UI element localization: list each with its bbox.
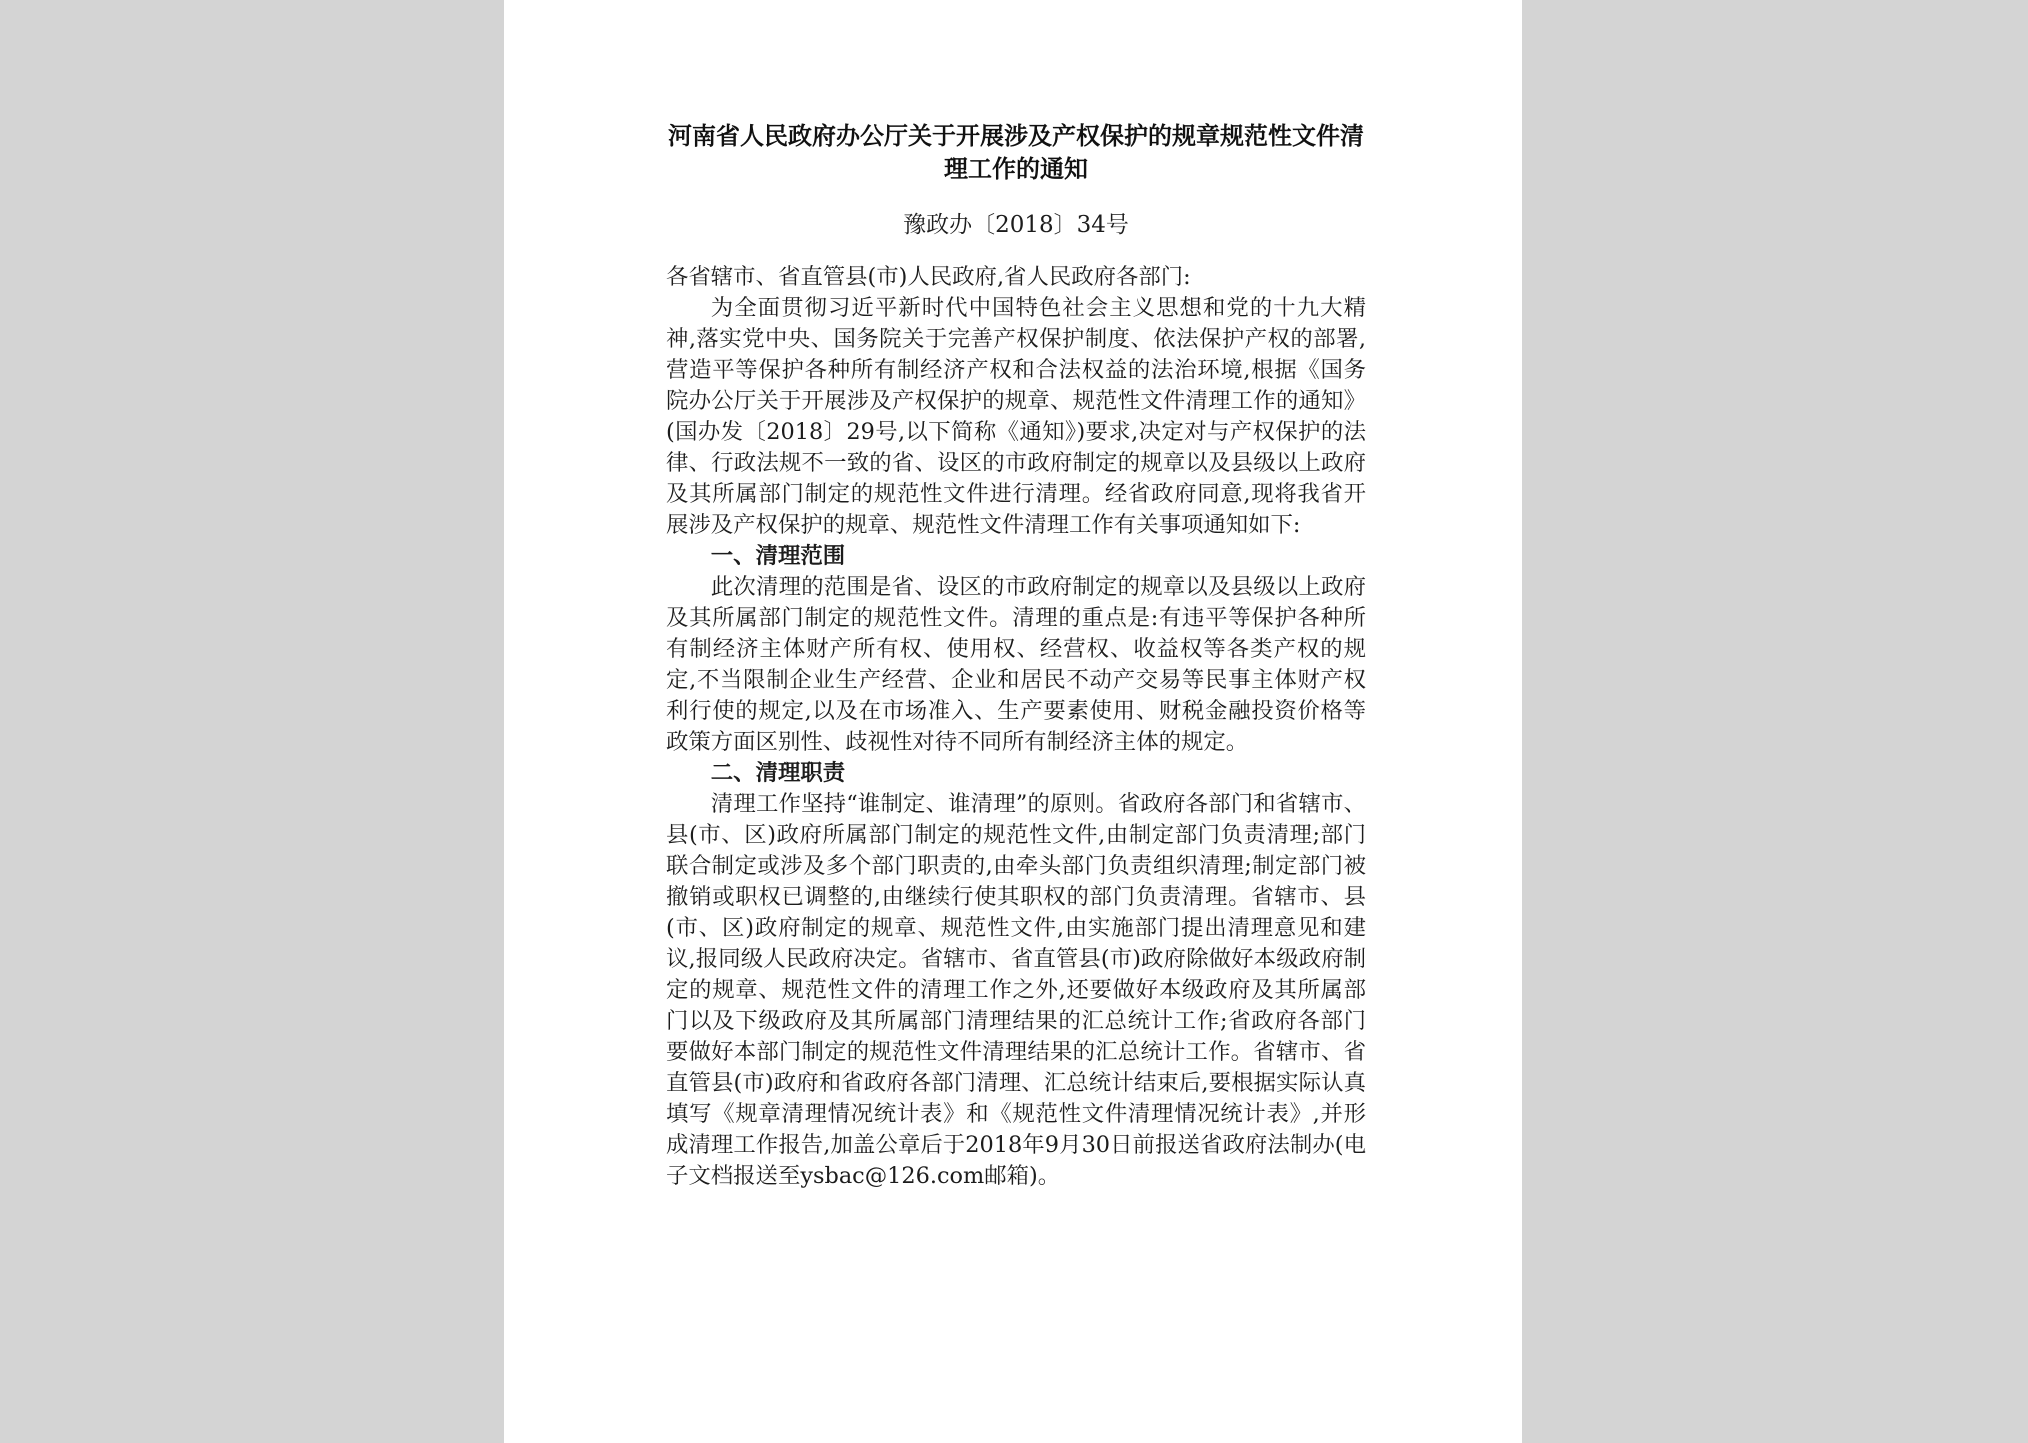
section-body-responsibilities: 清理工作坚持“谁制定、谁清理”的原则。省政府各部门和省辖市、县(市、区)政府所属部门制定的规范性文件,由制定部门负责清理;部门联合制定或涉及多个部门职责的,由牵头部门负责组织清理;制定部门被撤销或职权已调整的,由继续行使其职权的部门负责清理。省辖市、县(市、区)政府制定的规章、规范性文件,由实施部门提出清理意见和建议,报同级人民政府决定。省辖市、省直管县(市)政府除做好本级政府制定的规章、规范性文件的清理工作之外,还要做好本级政府及其所属部门以及下级政府及其所属部门清理结果的汇总统计工作;省政府各部门要做好本部门制定的规范性文件清理结果的汇总统计工作。省辖市、省直管县(市)政府和省政府各部门清理、汇总统计结束后,要根据实际认真填写《规章清理情况统计表》和《规范性文件清理情况统计表》,并形成清理工作报告,加盖公章后于2018年9月30日前报送省政府法制办(电子文档报送至ysbac@126.com邮箱)。: [666, 791, 1366, 1189]
section-heading-responsibilities: 二、清理职责: [710, 760, 846, 786]
document-title: 河南省人民政府办公厅关于开展涉及产权保护的规章规范性文件清理工作的通知: [668, 122, 1364, 183]
page-content: [666, 120, 1366, 1192]
document-page: [504, 0, 1522, 1443]
section-body-scope: 此次清理的范围是省、设区的市政府制定的规章以及县级以上政府及其所属部门制定的规范性文件。清理的重点是:有违平等保护各种所有制经济主体财产所有权、使用权、经营权、收益权等各类产权的规定,不当限制企业生产经营、企业和居民不动产交易等民事主体财产权利行使的规定,以及在市场准入、生产要素使用、财税金融投资价格等政策方面区别性、歧视性对待不同所有制经济主体的规定。: [666, 574, 1366, 755]
document-number: 豫政办〔2018〕34号: [903, 212, 1129, 238]
salutation: 各省辖市、省直管县(市)人民政府,省人民政府各部门:: [666, 264, 1191, 290]
intro-paragraph: 为全面贯彻习近平新时代中国特色社会主义思想和党的十九大精神,落实党中央、国务院关于完善产权保护制度、依法保护产权的部署,营造平等保护各种所有制经济产权和合法权益的法治环境,根据《国务院办公厅关于开展涉及产权保护的规章、规范性文件清理工作的通知》(国办发〔2018〕29号,以下简称《通知》)要求,决定对与产权保护的法律、行政法规不一致的省、设区的市政府制定的规章以及县级以上政府及其所属部门制定的规范性文件进行清理。经省政府同意,现将我省开展涉及产权保护的规章、规范性文件清理工作有关事项通知如下:: [666, 295, 1366, 538]
section-heading-scope: 一、清理范围: [710, 543, 846, 569]
